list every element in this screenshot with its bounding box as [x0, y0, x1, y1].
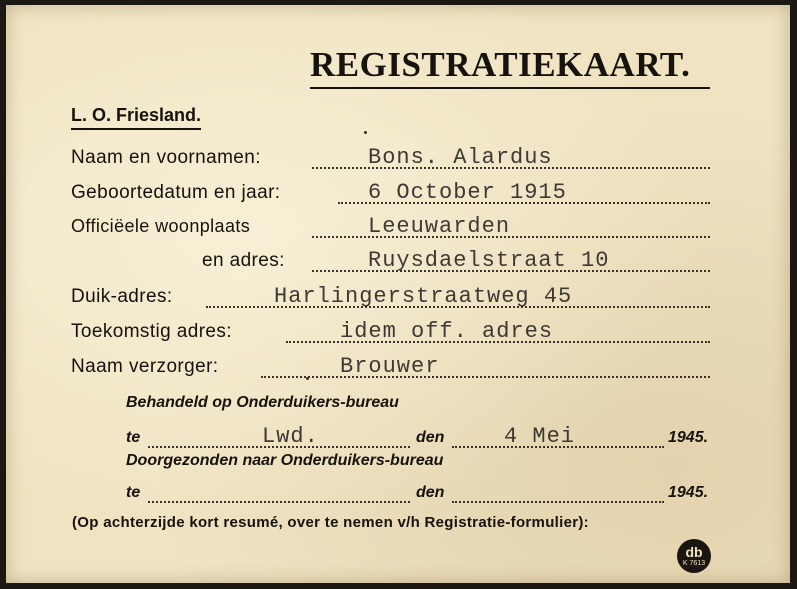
field-row-geboorte: [6, 182, 790, 212]
behandeld-den-value: 4 Mei: [504, 424, 576, 449]
doorgezonden-te-label: te: [126, 484, 141, 501]
field-row-verzorger: [6, 356, 790, 386]
behandeld-year: 1945.: [668, 429, 709, 446]
field-value-toekomstig: idem off. adres: [340, 319, 554, 344]
dotted-line: [148, 501, 410, 503]
printer-logo: [677, 539, 711, 573]
logo-letters: db: [685, 544, 703, 560]
registration-card: [6, 5, 790, 583]
field-row-woonplaats: [6, 216, 790, 246]
field-label-duik: Duik-adres:: [71, 286, 173, 307]
field-row-toekomstig: [6, 321, 790, 351]
behandeld-den-label: den: [416, 429, 445, 446]
behandeld-te-label: te: [126, 429, 141, 446]
field-value-verzorger: Brouwer: [340, 354, 440, 379]
field-row-naam: [6, 147, 790, 177]
footer-note: (Op achterzijde kort resumé, over te nemen v/h Registratie-formulier):: [72, 514, 589, 531]
field-row-duik: [6, 286, 790, 316]
behandeld-te-value: Lwd.: [262, 424, 319, 449]
doorgezonden-row: [6, 481, 790, 511]
field-label-naam: Naam en voornamen:: [71, 147, 261, 168]
field-row-adres: [6, 250, 790, 280]
paper-speck: [306, 377, 309, 380]
dotted-line: [261, 376, 710, 378]
logo-code: K 7613: [682, 560, 706, 567]
field-label-toekomstig: Toekomstig adres:: [71, 321, 232, 342]
title-underline: [310, 87, 710, 89]
field-value-duik: Harlingerstraatweg 45: [274, 284, 573, 309]
field-value-geboorte: 6 October 1915: [368, 180, 567, 205]
behandeld-heading: Behandeld op Onderduikers-bureau: [126, 394, 399, 411]
doorgezonden-year: 1945.: [668, 484, 709, 501]
field-value-naam: Bons. Alardus: [368, 145, 553, 170]
field-label-woonplaats: Officiëele woonplaats: [71, 216, 251, 236]
dotted-line: [452, 501, 664, 503]
field-label-verzorger: Naam verzorger:: [71, 356, 219, 377]
paper-speck: [364, 131, 367, 134]
doorgezonden-den-label: den: [416, 484, 445, 501]
organization-label: L. O. Friesland.: [71, 105, 201, 130]
field-value-woonplaats: Leeuwarden: [368, 214, 511, 239]
field-label-geboorte: Geboortedatum en jaar:: [71, 182, 281, 203]
card-title: REGISTRATIEKAART.: [310, 45, 691, 84]
field-label-adres: en adres:: [202, 250, 285, 271]
field-value-adres: Ruysdaelstraat 10: [368, 248, 610, 273]
doorgezonden-heading: Doorgezonden naar Onderduikers-bureau: [126, 452, 444, 469]
